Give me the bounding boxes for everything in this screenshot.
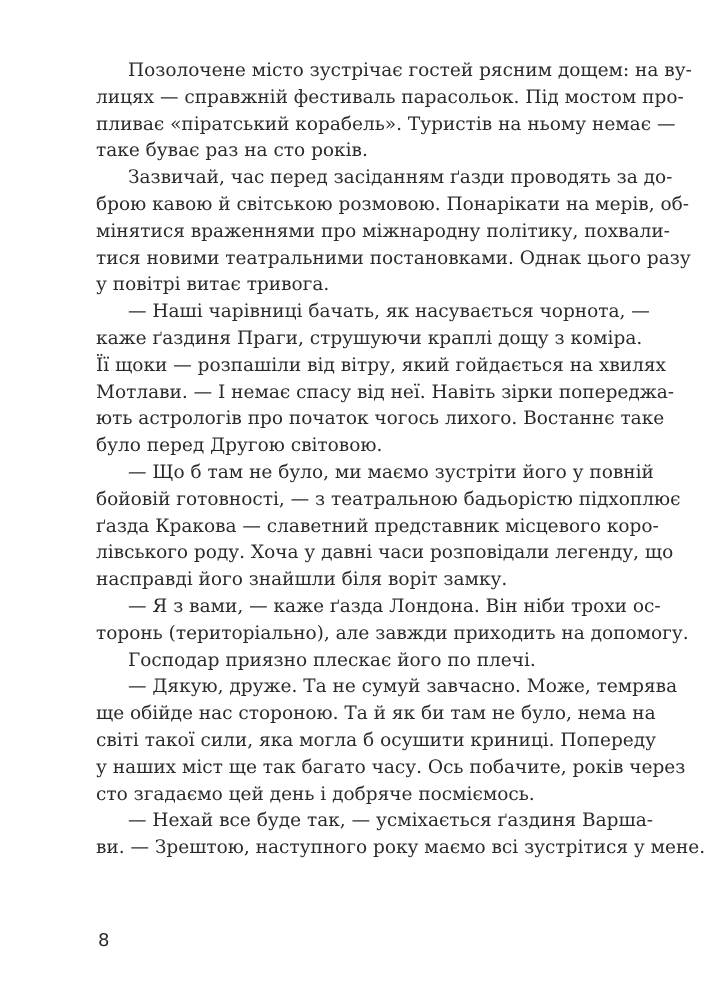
text-line: світі такої сили, яка могла б осушити криниці. Попереду [96, 729, 657, 751]
text-line: у повітрі витає тривога. [96, 274, 330, 296]
text-line: ють астрологів про початок чогось лихого. Востаннє таке [96, 408, 665, 430]
text-line: ви. — Зрештою, наступного року маємо всі зустрітися у мене. [96, 837, 706, 859]
text-line: Господар приязно плескає його по плечі. [128, 649, 536, 671]
text-line: лицях — справжній фестиваль парасольок. Під мостом про- [96, 86, 684, 108]
paragraph [96, 58, 692, 165]
text-line: Мотлави. — І немає спасу від неї. Навіть зірки попереджа- [96, 381, 675, 403]
text-line: ще обійде нас стороною. Та й як би там не було, нема на [96, 703, 656, 725]
text-line: пливає «піратський корабель». Туристів на ньому немає — [96, 113, 676, 135]
text-line: — Наші чарівниці бачать, як насувається чорнота, — [128, 301, 650, 323]
text-line: було перед Другою світовою. [96, 435, 383, 457]
page-body [96, 58, 706, 862]
text-line: бойовій готовності, — з театральною бадьорістю підхоплює [96, 488, 681, 510]
text-line: — Дякую, друже. Та не сумуй завчасно. Може, темрява [128, 676, 678, 698]
text-line: таке буває раз на сто років. [96, 140, 368, 162]
text-line: торонь (територіально), але завжди приходить на допомогу. [96, 622, 689, 644]
text-line: — Що б там не було, ми маємо зустріти його у повній [128, 461, 654, 483]
text-line: Позолочене місто зустрічає гостей рясним дощем: на ву- [128, 60, 692, 81]
text-line: — Нехай все буде так, — усміхається ґаздиня Варша- [128, 810, 654, 832]
paragraph [96, 808, 706, 862]
text-line: мінятися враженнями про міжнародну політику, похвали- [96, 220, 670, 242]
text-line: Її щоки — розпашіли від вітру, який гойдається на хвилях [96, 354, 666, 376]
text-line: лівського роду. Хоча у давні часи розповідали легенду, що [96, 542, 674, 564]
text-line: насправді його знайшли біля воріт замку. [96, 569, 508, 591]
text-line: каже ґаздиня Праги, струшуючи краплі дощу з коміра. [96, 327, 643, 349]
paragraph [96, 594, 689, 648]
text-line: у наших міст ще так багато часу. Ось побачите, років через [96, 756, 686, 778]
paragraph [96, 674, 686, 808]
text-line: — Я з вами, — каже ґазда Лондона. Він ніби трохи ос- [128, 595, 661, 617]
paragraph [96, 648, 636, 675]
paragraph [96, 165, 691, 299]
text-line: тися новими театральними постановками. Однак цього разу [96, 247, 691, 269]
page-number: 8 [98, 930, 110, 951]
text-line: брою кавою й світською розмовою. Понарікати на мерів, об- [96, 193, 689, 215]
paragraph [96, 460, 681, 594]
text-line: сто згадаємо цей день і добряче посміємось. [96, 783, 535, 805]
text-line: Зазвичай, час перед засіданням ґазди проводять за до- [128, 167, 673, 189]
text-line: ґазда Кракова — славетний представник місцевого коро- [96, 515, 659, 537]
paragraph [96, 299, 675, 460]
